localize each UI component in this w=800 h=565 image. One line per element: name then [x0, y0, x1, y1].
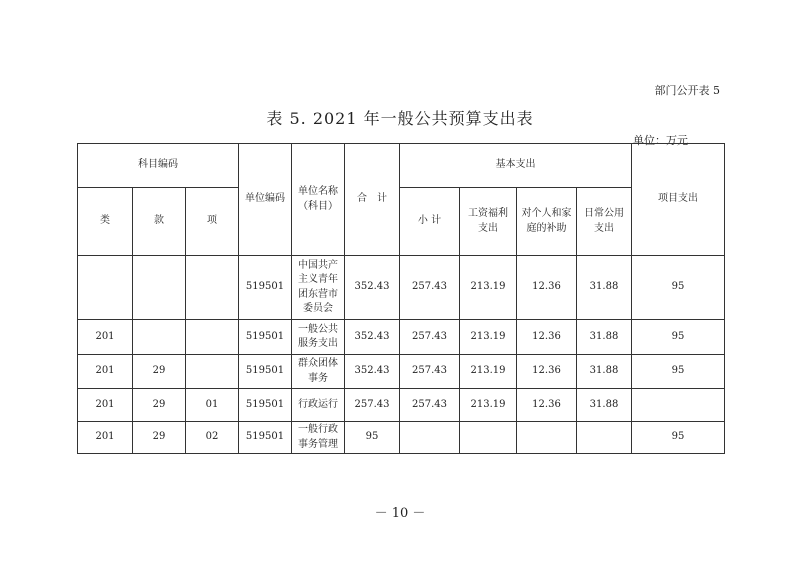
cell-unit-code: 519501: [239, 355, 292, 389]
cell-xiang: 01: [186, 389, 239, 422]
cell-wages: [460, 422, 517, 454]
header-wages: 工资福利 支出: [460, 188, 517, 256]
cell-daily: 31.88: [577, 389, 632, 422]
cell-kuan: 29: [133, 355, 186, 389]
cell-total: 352.43: [345, 256, 400, 320]
cell-unit-code: 519501: [239, 389, 292, 422]
cell-unit-code: 519501: [239, 320, 292, 355]
cell-subsidy: 12.36: [517, 256, 577, 320]
page-number: － 10 －: [374, 506, 426, 521]
header-daily: 日常公用 支出: [577, 188, 632, 256]
cell-subtotal: 257.43: [400, 320, 460, 355]
cell-kuan: 29: [133, 422, 186, 454]
cell-wages: 213.19: [460, 389, 517, 422]
table-row: [78, 320, 725, 355]
cell-unit-name: 群众团体 事务: [292, 355, 345, 389]
cell-daily: 31.88: [577, 320, 632, 355]
cell-total: 257.43: [345, 389, 400, 422]
cell-unit-code: 519501: [239, 256, 292, 320]
cell-subtotal: 257.43: [400, 256, 460, 320]
header-subtotal: 小 计: [400, 188, 460, 256]
header-subsidy: 对个人和家 庭的补助: [517, 188, 577, 256]
cell-daily: 31.88: [577, 355, 632, 389]
table-row: [78, 389, 725, 422]
cell-project: 95: [632, 320, 725, 355]
cell-wages: 213.19: [460, 320, 517, 355]
cell-unit-code: 519501: [239, 422, 292, 454]
cell-unit-name: 一般行政 事务管理: [292, 422, 345, 454]
cell-subsidy: 12.36: [517, 389, 577, 422]
cell-subsidy: 12.36: [517, 320, 577, 355]
cell-unit-name: 行政运行: [292, 389, 345, 422]
table-row: [78, 256, 725, 320]
cell-unit-name: 中国共产 主义青年 团东营市 委员会: [292, 256, 345, 320]
table-row: [78, 355, 725, 389]
header-kuan: 款: [133, 188, 186, 256]
header-basic-expenditure: 基本支出: [400, 144, 632, 188]
cell-project: 95: [632, 256, 725, 320]
header-unit-code: 单位编码: [239, 144, 292, 256]
header-unit-name: 单位名称 （科目）: [292, 144, 345, 256]
cell-project: 95: [632, 422, 725, 454]
cell-project: 95: [632, 355, 725, 389]
cell-lei: 201: [78, 422, 133, 454]
cell-lei: 201: [78, 320, 133, 355]
cell-daily: [577, 422, 632, 454]
cell-wages: 213.19: [460, 256, 517, 320]
unit-label: 单位：万元: [633, 134, 688, 147]
table-row: [78, 422, 725, 454]
cell-subtotal: 257.43: [400, 355, 460, 389]
header-total: 合 计: [345, 144, 400, 256]
cell-project: [632, 389, 725, 422]
document-label: 部门公开表 5: [654, 84, 720, 97]
cell-wages: 213.19: [460, 355, 517, 389]
budget-table: [77, 143, 725, 454]
cell-xiang: [186, 256, 239, 320]
cell-xiang: [186, 355, 239, 389]
header-lei: 类: [78, 188, 133, 256]
cell-lei: 201: [78, 355, 133, 389]
cell-xiang: 02: [186, 422, 239, 454]
page-title: 表 5. 2021 年一般公共预算支出表: [266, 109, 534, 128]
cell-daily: 31.88: [577, 256, 632, 320]
cell-lei: 201: [78, 389, 133, 422]
header-project-expenditure: 项目支出: [632, 144, 725, 256]
cell-total: 352.43: [345, 355, 400, 389]
cell-unit-name: 一般公共 服务支出: [292, 320, 345, 355]
cell-subtotal: 257.43: [400, 389, 460, 422]
cell-total: 352.43: [345, 320, 400, 355]
cell-kuan: [133, 320, 186, 355]
cell-subsidy: [517, 422, 577, 454]
header-xiang: 项: [186, 188, 239, 256]
cell-subsidy: 12.36: [517, 355, 577, 389]
cell-xiang: [186, 320, 239, 355]
header-subject-code: 科目编码: [78, 144, 239, 188]
cell-kuan: [133, 256, 186, 320]
cell-kuan: 29: [133, 389, 186, 422]
cell-lei: [78, 256, 133, 320]
cell-total: 95: [345, 422, 400, 454]
cell-subtotal: [400, 422, 460, 454]
